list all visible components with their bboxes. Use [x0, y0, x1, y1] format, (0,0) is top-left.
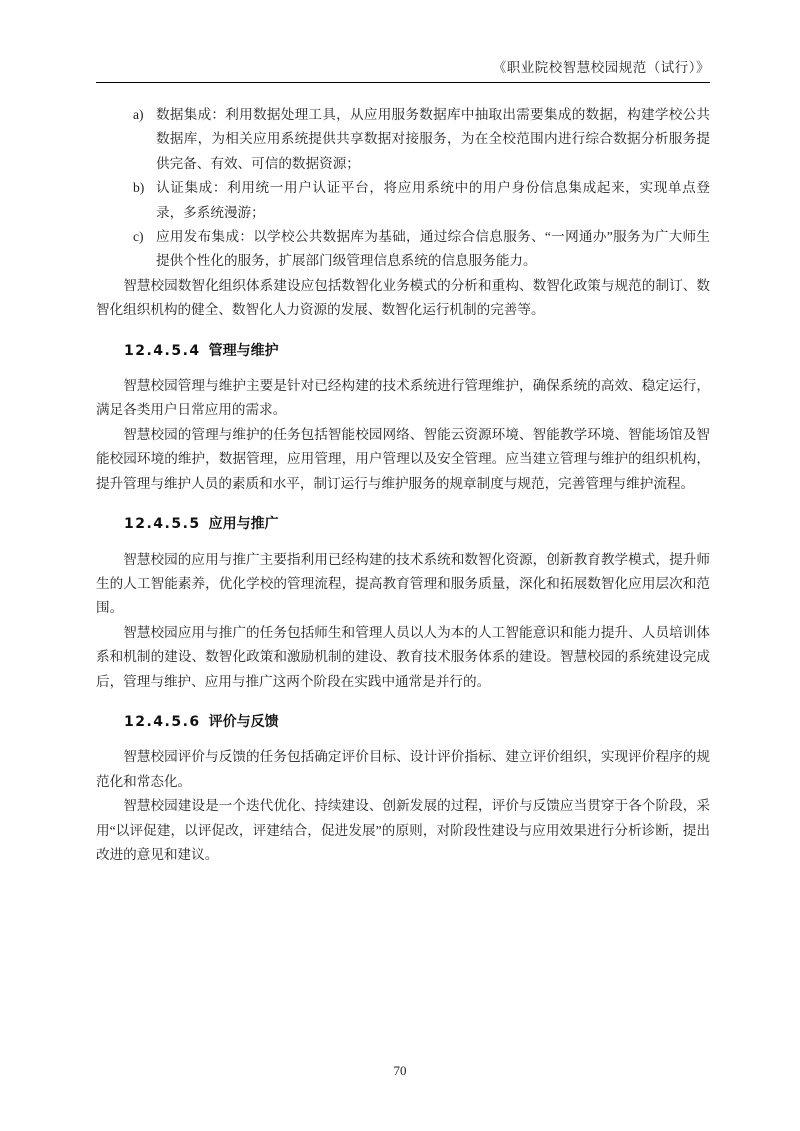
section-paragraph: 智慧校园建设是一个迭代优化、持续建设、创新发展的过程，评价与反馈应当贯穿于各个阶段，采用“以评促建，以评促改，评建结合，促进发展”的原则，对阶段性建设与应用效果进行分析诊断，提出改进的意见和建议。: [96, 798, 710, 862]
list-item-text: 认证集成：利用统一用户认证平台，将应用系统中的用户身份信息集成起来，实现单点登录，多系统漫游；: [156, 180, 710, 220]
ordered-list: [96, 103, 710, 274]
section-paragraph: 智慧校园管理与维护主要是针对已经构建的技术系统进行管理维护，确保系统的高效、稳定运行，满足各类用户日常应用的需求。: [96, 378, 710, 418]
list-item-marker: a): [133, 107, 144, 122]
section-title: 管理与维护: [208, 342, 279, 359]
list-item-text: 应用发布集成：以学校公共数据库为基础，通过综合信息服务、“一网通办”服务为广大师生提供个性化的服务，扩展部门级管理信息系统的信息服务能力。: [156, 229, 710, 269]
section-title: 应用与推广: [208, 516, 279, 533]
list-item: [133, 176, 710, 225]
page-number: 70: [393, 1063, 407, 1078]
intro-paragraph: 智慧校园数智化组织体系建设应包括数智化业务模式的分析和重构、数智化政策与规范的制订、数智化组织机构的健全、数智化人力资源的发展、数智化运行机制的完善等。: [96, 277, 710, 318]
list-item: [133, 225, 710, 274]
list-item-text: 数据集成：利用数据处理工具，从应用服务数据库中抽取出需要集成的数据，构建学校公共数据库，为相关应用系统提供共享数据对接服务，为在全校范围内进行综合数据分析服务提供完备、有效、可信的数据资源；: [156, 107, 710, 171]
section-number: 12.4.5.4: [124, 342, 201, 359]
page-footer: [0, 1063, 800, 1079]
page-header: [96, 0, 710, 83]
header-title: 《职业院校智慧校园规范（试行）》: [492, 60, 710, 75]
list-item: [133, 103, 710, 176]
section-heading: [124, 710, 710, 734]
section-paragraph: 智慧校园评价与反馈的任务包括确定评价目标、设计评价指标、建立评价组织，实现评价程序的规范化和常态化。: [96, 749, 710, 789]
section-title: 评价与反馈: [208, 713, 279, 730]
section-paragraph: 智慧校园的应用与推广主要指利用已经构建的技术系统和数智化资源，创新教育教学模式，提升师生的人工智能素养，优化学校的管理流程，提高教育管理和服务质量，深化和拓展数智化应用层次和范围。: [96, 551, 710, 616]
content-area: [96, 0, 710, 867]
section-number: 12.4.5.6: [124, 713, 201, 730]
section-heading: [124, 512, 710, 536]
list-item-marker: b): [133, 180, 145, 196]
section-paragraph: 智慧校园的管理与维护的任务包括智能校园网络、智能云资源环境、智能教学环境、智能场馆及智能校园环境的维护，数据管理，应用管理，用户管理以及安全管理。应当建立管理与维护的组织机构，提升管理与维护人员的素质和水平，制订运行与维护服务的规章制度与规范，完善管理与维护流程。: [96, 426, 710, 491]
section-number: 12.4.5.5: [124, 516, 201, 533]
section-paragraph: 智慧校园应用与推广的任务包括师生和管理人员以人为本的人工智能意识和能力提升、人员培训体系和机制的建设、数智化政策和激励机制的建设、教育技术服务体系的建设。智慧校园的系统建设完成后，管理与维护、应用与推广这两个阶段在实践中通常是并行的。: [96, 624, 710, 689]
document-body: [96, 103, 710, 867]
list-item-marker: c): [133, 229, 144, 245]
section-heading: [124, 339, 710, 363]
